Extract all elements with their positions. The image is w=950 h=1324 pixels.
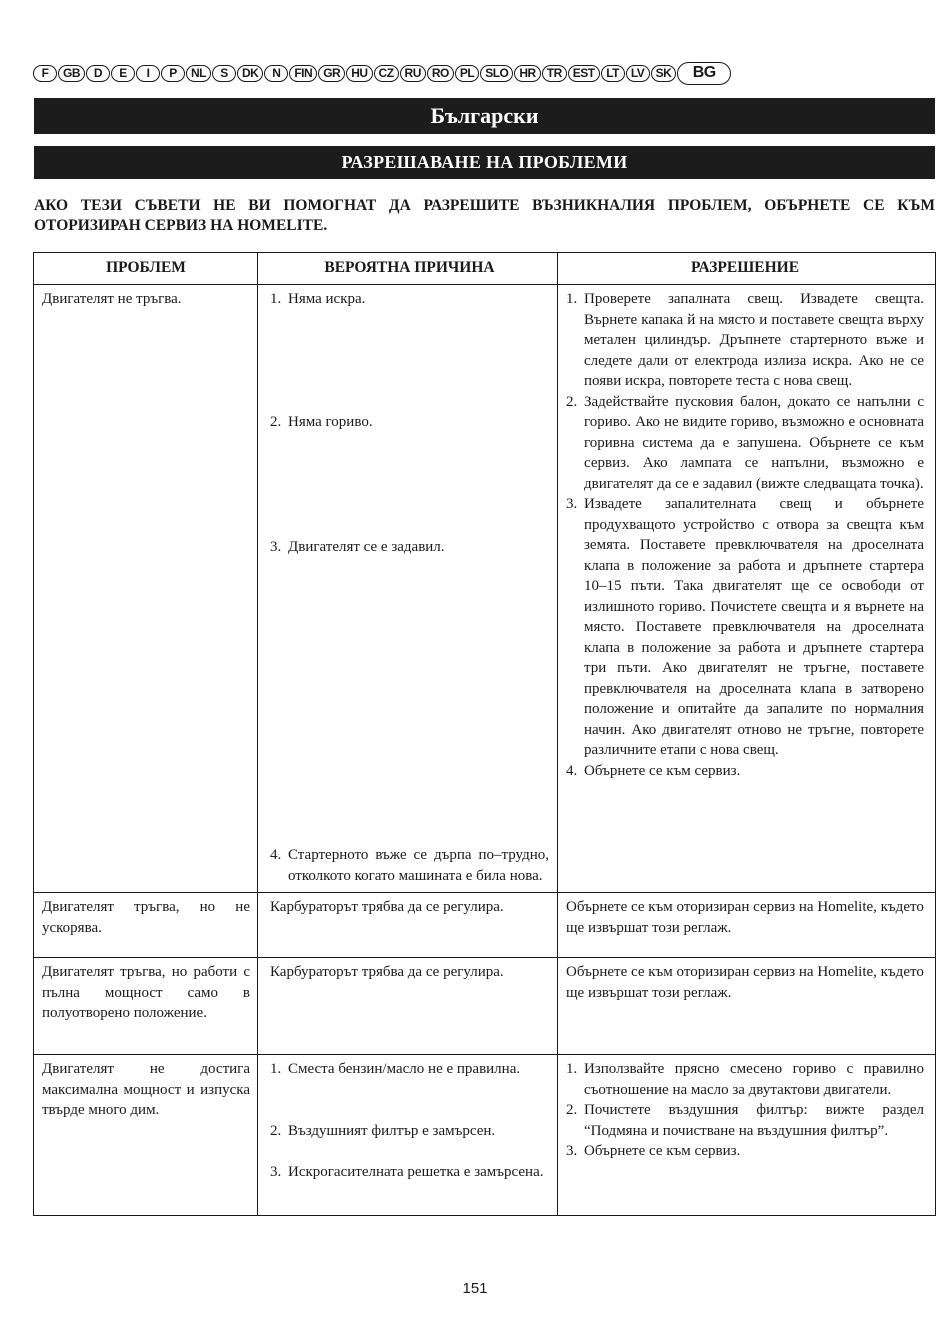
language-tab-ro[interactable]: RO xyxy=(427,65,454,82)
page-title: Български xyxy=(34,98,935,134)
cause-cell: Карбураторът трябва да се регулира. xyxy=(258,893,558,957)
cause-item: 2. Въздушният филтър е замърсен. xyxy=(270,1123,496,1139)
language-tab-f[interactable]: F xyxy=(33,65,57,82)
problem-cell: Двигателят тръгва, но не ускорява. xyxy=(34,893,258,957)
cause-cell xyxy=(258,1055,558,1215)
table-row xyxy=(34,285,935,893)
header-cause: ВЕРОЯТНА ПРИЧИНА xyxy=(258,253,558,284)
language-tab-i[interactable]: I xyxy=(136,65,160,82)
language-tab-lt[interactable]: LT xyxy=(601,65,625,82)
language-selector xyxy=(33,62,938,84)
cause-cell xyxy=(258,285,558,892)
language-tab-cz[interactable]: CZ xyxy=(374,65,399,82)
language-tab-ru[interactable]: RU xyxy=(400,65,426,82)
language-tab-bg[interactable]: BG xyxy=(677,62,731,85)
solution-item: 3. Обърнете се към сервиз. xyxy=(566,1143,741,1159)
language-tab-d[interactable]: D xyxy=(86,65,110,82)
table-row xyxy=(34,893,935,958)
language-tab-est[interactable]: EST xyxy=(568,65,600,82)
language-tab-hu[interactable]: HU xyxy=(346,65,372,82)
cause-item: 3. Искрогасителната решетка е замърсена. xyxy=(270,1164,544,1180)
language-tab-dk[interactable]: DK xyxy=(237,65,263,82)
cause-item: 3. Двигателят се е задавил. xyxy=(270,539,445,555)
language-tab-fin[interactable]: FIN xyxy=(289,65,317,82)
language-tab-p[interactable]: P xyxy=(161,65,185,82)
language-tab-n[interactable]: N xyxy=(264,65,288,82)
cause-item: 1. Сместа бензин/масло не е правилна. xyxy=(270,1061,521,1077)
solution-item: 1. Проверете запалната свещ. Извадете свещта. Върнете капака й на място и поставете свещта върху метален цилиндър. Дръпнете стартерното въже и следете дали от електрода излиза искра. Ако не се появи искра, повторете теста с нова свещ. xyxy=(566,291,924,389)
solution-item: 3. Извадете запалителната свещ и обърнете продухващото устройство с отвора за свещта към земята. Поставете превключвателя на дроселната клапа в положение за работа и дръпнете стартера 10–15 пъти. Така двигателят ще се освободи от излишното гориво. Почистете свещта и я върнете на място. Поставете превключвателя на дроселната клапа в положение за работа и дръпнете стартера три пъти. Ако двигателят не тръгне, поставете превключвателя на дроселната клапа в затворено положение и опитайте да запалите по нормалния начин. Ако двигателят отново не тръгне, повторете различните етапи с нова свещ. xyxy=(566,496,924,758)
cause-cell: Карбураторът трябва да се регулира. xyxy=(258,958,558,1054)
solution-cell xyxy=(558,285,934,892)
header-problem: ПРОБЛЕМ xyxy=(34,253,258,284)
cause-item: 4. Стартерното въже се дърпа по–трудно, отколкото когато машината е била нова. xyxy=(270,847,549,884)
solution-item: 2. Задействайте пусковия балон, докато се напълни с гориво. Ако не видите гориво, възможно е основната горивна система да е запушена. Обърнете се към сервиз. Ако лампата се напълни, възможно е двигателят да се е задавил (вижте следващата точка). xyxy=(566,393,924,492)
language-tab-slo[interactable]: SLO xyxy=(480,65,513,82)
solution-item: 4. Обърнете се към сервиз. xyxy=(566,762,741,779)
language-tab-sk[interactable]: SK xyxy=(651,65,677,82)
language-tab-nl[interactable]: NL xyxy=(186,65,211,82)
language-tab-e[interactable]: E xyxy=(111,65,135,82)
language-tab-s[interactable]: S xyxy=(212,65,236,82)
table-row xyxy=(34,1055,935,1215)
table-header-row xyxy=(34,253,935,285)
intro-text: АКО ТЕЗИ СЪВЕТИ НЕ ВИ ПОМОГНАТ ДА РАЗРЕШИТЕ ВЪЗНИКНАЛИЯ ПРОБЛЕМ, ОБЪРНЕТЕ СЕ КЪМ ОТОРИЗИРАН СЕРВИЗ НА HOMELITE. xyxy=(34,197,935,234)
language-tab-gr[interactable]: GR xyxy=(318,65,345,82)
page-number: 151 xyxy=(462,1280,488,1297)
cause-item: 2. Няма гориво. xyxy=(270,414,373,430)
language-tab-pl[interactable]: PL xyxy=(455,65,479,82)
language-tab-tr[interactable]: TR xyxy=(542,65,567,82)
language-tab-gb[interactable]: GB xyxy=(58,65,85,82)
solution-cell: Обърнете се към оторизиран сервиз на Homelite, където ще извършат този реглаж. xyxy=(566,964,924,1001)
problem-cell: Двигателят не достига максимална мощност и изпуска твърде много дим. xyxy=(34,1055,258,1215)
solution-item: 1. Използвайте прясно смесено гориво с правилно съотношение на масло за двутактови двигатели. xyxy=(566,1061,924,1098)
language-tab-hr[interactable]: HR xyxy=(514,65,540,82)
section-title: РАЗРЕШАВАНЕ НА ПРОБЛЕМИ xyxy=(34,146,935,179)
solution-cell xyxy=(558,1055,934,1215)
table-row xyxy=(34,958,935,1055)
problem-cell: Двигателят тръгва, но работи с пълна мощност само в полуотворено положение. xyxy=(34,958,258,1054)
problem-cell: Двигателят не тръгва. xyxy=(34,285,258,892)
cause-item: 1. Няма искра. xyxy=(270,291,366,307)
solution-cell: Обърнете се към оторизиран сервиз на Homelite, където ще извършат този реглаж. xyxy=(566,899,924,936)
language-tab-lv[interactable]: LV xyxy=(626,65,650,82)
troubleshooting-table xyxy=(33,252,936,1216)
header-solution: РАЗРЕШЕНИЕ xyxy=(690,259,800,276)
solution-item: 2. Почистете въздушния филтър: вижте раздел “Подмяна и почистване на въздушния филтър”. xyxy=(566,1102,924,1139)
